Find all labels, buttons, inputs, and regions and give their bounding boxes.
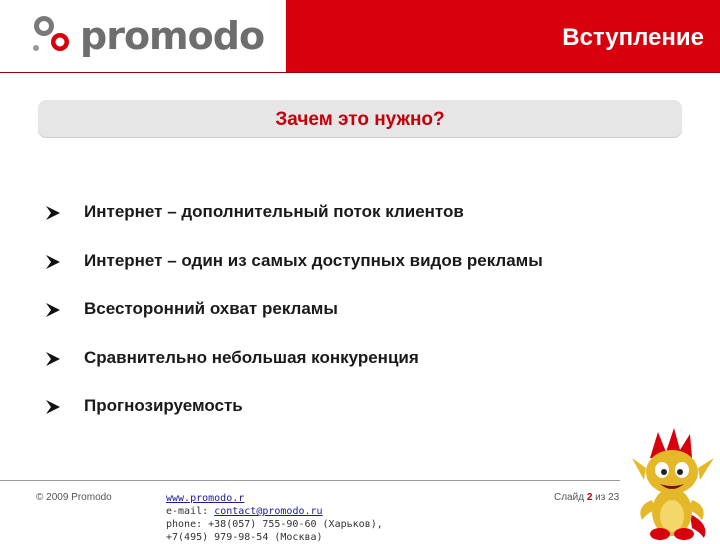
list-item-text: Интернет – дополнительный поток клиентов (84, 202, 464, 221)
copyright: © 2009 Promodo (36, 492, 112, 503)
list-item (44, 301, 684, 350)
contact-info (166, 492, 383, 544)
slide-total: 23 (608, 492, 620, 503)
list-item-text: Прогнозируемость (84, 396, 243, 415)
list-item (44, 204, 684, 253)
website-link[interactable]: www.promodo.r (166, 493, 245, 504)
subtitle-banner (38, 100, 682, 138)
logo (0, 0, 286, 72)
slide-current: 2 (586, 492, 593, 503)
arrowhead-bullet-icon (44, 204, 62, 222)
slide-label: Слайд (554, 492, 585, 503)
promodo-logo-icon (30, 12, 80, 62)
logo-text: promodo (80, 14, 265, 58)
footer-divider (0, 480, 620, 481)
list-item (44, 347, 684, 399)
arrowhead-bullet-icon (44, 350, 62, 368)
arrowhead-bullet-icon (44, 253, 62, 271)
list-item-text: Сравнительно небольшая конкуренция (84, 347, 419, 367)
list-item-text: Интернет – один из самых доступных видов рекламы (84, 250, 543, 270)
list-item (44, 250, 684, 302)
mascot-illustration (630, 428, 720, 540)
arrowhead-bullet-icon (44, 398, 62, 416)
subtitle-text: Зачем это нужно? (275, 109, 445, 130)
slide-of: из (595, 492, 606, 503)
email-label: e-mail: (166, 506, 209, 517)
slide-title: Вступление (562, 24, 704, 51)
header-bar (0, 0, 720, 73)
arrowhead-bullet-icon (44, 301, 62, 319)
bullet-list (44, 204, 684, 447)
email-link[interactable]: contact@promodo.ru (214, 506, 323, 517)
list-item-text: Всесторонний охват рекламы (84, 299, 338, 318)
phone-kharkov: phone: +38(057) 755-90-60 (Харьков), (166, 519, 383, 530)
slide-counter (554, 492, 619, 503)
phone-moscow: +7(495) 979-98-54 (Москва) (166, 532, 323, 543)
list-item (44, 398, 684, 447)
